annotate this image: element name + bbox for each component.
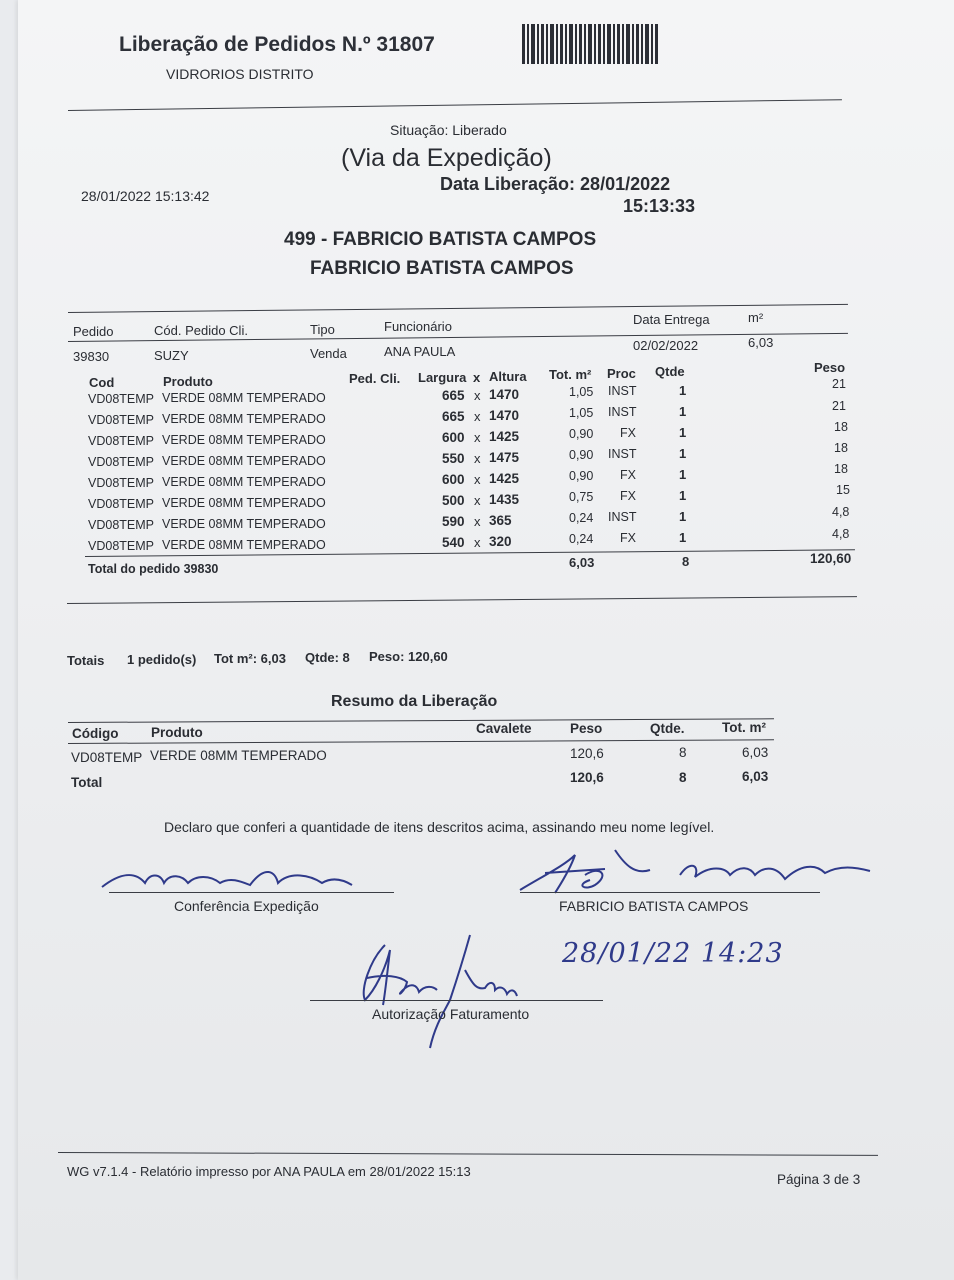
row-x: x: [474, 493, 481, 508]
row-peso: 4,8: [832, 527, 850, 541]
row-tot-m2: 0,75: [569, 490, 594, 504]
summary-total-qtde: 8: [679, 770, 687, 785]
conferencia-sign-line: [109, 892, 394, 893]
col-qtde: Qtde: [655, 364, 685, 379]
value-tipo: Venda: [310, 346, 347, 361]
summary-col-codigo: Código: [72, 726, 119, 741]
row-produto: VERDE 08MM TEMPERADO: [162, 517, 326, 531]
row-proc: INST: [608, 447, 637, 461]
row-largura: 665: [442, 388, 465, 403]
label-tipo: Tipo: [310, 322, 335, 337]
summary-title: Resumo da Liberação: [331, 693, 498, 710]
autorizacao-sign-line: [310, 1000, 603, 1001]
printed-at: 28/01/2022 15:13:42: [81, 188, 210, 204]
row-proc: FX: [620, 468, 636, 482]
row-altura: 1425: [489, 429, 520, 444]
barcode-icon: [522, 24, 659, 64]
row-altura: 1475: [489, 450, 520, 465]
summary-total-peso: 120,6: [570, 770, 604, 785]
row-largura: 500: [442, 493, 465, 508]
order-total-qtde: 8: [682, 554, 690, 569]
row-produto: VERDE 08MM TEMPERADO: [162, 412, 326, 426]
row-altura: 1435: [489, 492, 520, 507]
col-ped-cli: Ped. Cli.: [349, 371, 401, 386]
row-qtde: 1: [679, 509, 687, 524]
row-proc: INST: [608, 384, 637, 398]
row-cod: VD08TEMP: [88, 539, 154, 553]
value-pedido: 39830: [73, 349, 110, 364]
summary-row-qtde: 8: [679, 745, 687, 760]
row-qtde: 1: [679, 425, 687, 440]
row-proc: FX: [620, 489, 636, 503]
row-altura: 1470: [489, 408, 520, 423]
row-tot-m2: 0,90: [569, 469, 594, 483]
row-produto: VERDE 08MM TEMPERADO: [162, 391, 326, 405]
totals-peso: Peso: 120,60: [369, 649, 448, 664]
row-tot-m2: 0,24: [569, 532, 594, 546]
row-altura: 1470: [489, 387, 520, 402]
row-peso: 18: [834, 462, 848, 476]
footer-report-info: WG v7.1.4 - Relatório impresso por ANA PAULA em 28/01/2022 15:13: [67, 1164, 471, 1179]
row-largura: 540: [442, 535, 465, 550]
row-tot-m2: 0,90: [569, 427, 594, 441]
row-cod: VD08TEMP: [88, 434, 154, 448]
row-produto: VERDE 08MM TEMPERADO: [162, 454, 326, 468]
autorizacao-label: Autorização Faturamento: [372, 1006, 530, 1022]
totals-qtde: Qtde: 8: [305, 650, 350, 665]
document-title: Liberação de Pedidos N.º 31807: [119, 33, 435, 56]
row-qtde: 1: [679, 467, 687, 482]
signature-autorizacao: [345, 930, 565, 1050]
label-funcionario: Funcionário: [384, 319, 452, 334]
label-cod-cli: Cód. Pedido Cli.: [154, 323, 248, 338]
row-produto: VERDE 08MM TEMPERADO: [162, 496, 326, 510]
summary-col-peso: Peso: [570, 721, 603, 736]
row-produto: VERDE 08MM TEMPERADO: [162, 475, 326, 489]
row-largura: 590: [442, 514, 465, 529]
release-date: Data Liberação: 28/01/2022: [440, 174, 671, 194]
row-qtde: 1: [679, 530, 687, 545]
row-x: x: [474, 430, 481, 445]
row-produto: VERDE 08MM TEMPERADO: [162, 433, 326, 447]
summary-col-produto: Produto: [151, 725, 203, 740]
client-line-1: 499 - FABRICIO BATISTA CAMPOS: [284, 229, 597, 250]
declaration-text: Declaro que conferi a quantidade de itens descritos acima, assinando meu nome legível.: [164, 819, 715, 835]
row-x: x: [474, 514, 481, 529]
conferencia-label: Conferência Expedição: [174, 898, 319, 914]
summary-col-tot-m2: Tot. m²: [722, 720, 766, 735]
row-altura: 365: [489, 513, 512, 528]
row-cod: VD08TEMP: [88, 392, 154, 406]
col-peso: Peso: [814, 360, 846, 375]
value-data-entrega: 02/02/2022: [633, 338, 699, 353]
row-qtde: 1: [679, 404, 687, 419]
row-peso: 18: [834, 441, 848, 455]
row-x: x: [474, 388, 481, 403]
row-qtde: 1: [679, 383, 687, 398]
row-largura: 665: [442, 409, 465, 424]
row-x: x: [474, 535, 481, 550]
release-time: 15:13:33: [623, 196, 696, 216]
label-m2: m²: [748, 310, 764, 325]
row-x: x: [474, 472, 481, 487]
label-pedido: Pedido: [73, 324, 114, 339]
row-cod: VD08TEMP: [88, 413, 154, 427]
row-peso: 21: [832, 399, 846, 413]
cliente-sign-line: [520, 892, 820, 893]
row-x: x: [474, 451, 481, 466]
row-produto: VERDE 08MM TEMPERADO: [162, 538, 326, 552]
summary-col-qtde: Qtde.: [650, 721, 685, 736]
situation-label: Situação: Liberado: [390, 122, 507, 138]
cliente-label: FABRICIO BATISTA CAMPOS: [559, 898, 749, 914]
totals-m2: Tot m²: 6,03: [214, 651, 286, 666]
footer-page-number: Página 3 de 3: [777, 1172, 861, 1187]
row-tot-m2: 1,05: [569, 385, 594, 399]
col-altura: Altura: [489, 369, 527, 384]
row-qtde: 1: [679, 446, 687, 461]
row-proc: INST: [608, 405, 637, 419]
row-cod: VD08TEMP: [88, 476, 154, 490]
row-x: x: [474, 409, 481, 424]
col-tot-m2: Tot. m²: [549, 367, 592, 382]
company-name: VIDRORIOS DISTRITO: [166, 66, 314, 82]
row-peso: 15: [836, 483, 850, 497]
signature-conferencia: [100, 855, 360, 895]
summary-row-peso: 120,6: [570, 746, 604, 761]
value-funcionario: ANA PAULA: [384, 344, 456, 359]
row-peso: 4,8: [832, 505, 850, 519]
summary-row-codigo: VD08TEMP: [71, 750, 143, 765]
copy-label: (Via da Expedição): [341, 144, 552, 172]
row-cod: VD08TEMP: [88, 518, 154, 532]
order-total-peso: 120,60: [810, 551, 852, 566]
col-proc: Proc: [607, 366, 636, 381]
row-tot-m2: 0,24: [569, 511, 594, 525]
summary-row-tot-m2: 6,03: [742, 745, 769, 760]
row-altura: 1425: [489, 471, 520, 486]
summary-total-tot-m2: 6,03: [742, 769, 769, 784]
row-proc: FX: [620, 531, 636, 545]
row-tot-m2: 1,05: [569, 406, 594, 420]
order-total-m2: 6,03: [569, 555, 595, 570]
summary-row-produto: VERDE 08MM TEMPERADO: [150, 748, 327, 763]
row-proc: FX: [620, 426, 636, 440]
row-proc: INST: [608, 510, 637, 524]
value-m2: 6,03: [748, 335, 774, 350]
row-qtde: 1: [679, 488, 687, 503]
summary-total-label: Total: [71, 775, 103, 790]
col-produto: Produto: [163, 374, 213, 389]
row-tot-m2: 0,90: [569, 448, 594, 462]
col-cod: Cod: [89, 375, 115, 390]
label-data-entrega: Data Entrega: [633, 312, 710, 327]
row-peso: 21: [832, 377, 846, 391]
row-cod: VD08TEMP: [88, 497, 154, 511]
summary-col-cavalete: Cavalete: [476, 721, 532, 736]
row-largura: 600: [442, 430, 465, 445]
value-cod-cli: SUZY: [154, 348, 189, 363]
row-peso: 18: [834, 420, 848, 434]
col-x: x: [473, 370, 481, 385]
handwritten-datetime: 28/01/22 14:23: [562, 938, 784, 969]
totals-label: Totais: [67, 653, 105, 668]
col-largura: Largura: [418, 370, 467, 385]
order-total-label: Total do pedido 39830: [88, 562, 219, 576]
row-cod: VD08TEMP: [88, 455, 154, 469]
row-altura: 320: [489, 534, 512, 549]
client-line-2: FABRICIO BATISTA CAMPOS: [310, 258, 574, 279]
row-largura: 550: [442, 451, 465, 466]
row-largura: 600: [442, 472, 465, 487]
totals-pedidos: 1 pedido(s): [127, 652, 197, 667]
